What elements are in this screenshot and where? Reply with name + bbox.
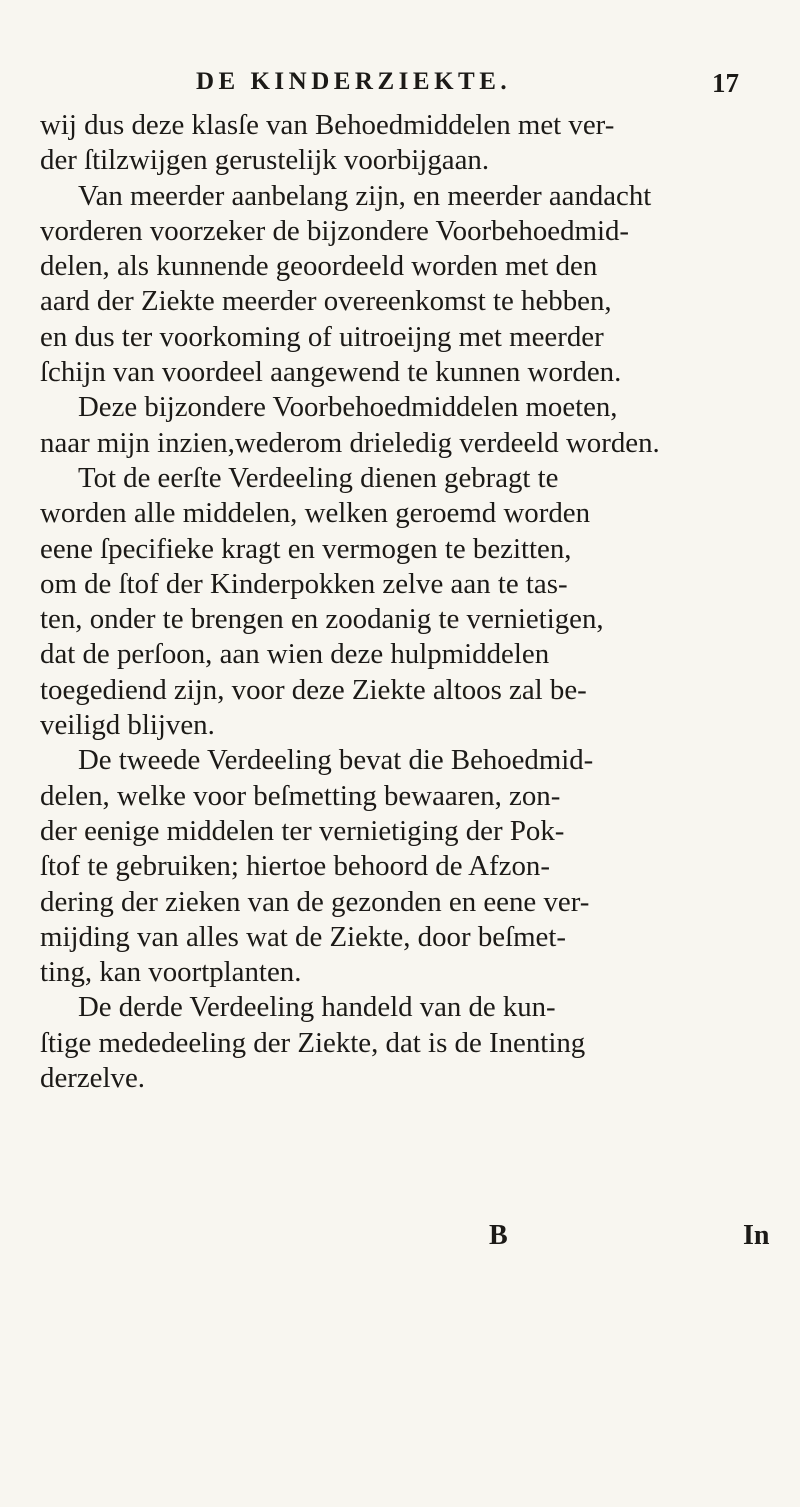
text-line: ſchijn van voordeel aangewend te kunnen worden. [40, 356, 622, 389]
paragraph-start-line: Tot de eerſte Verdeeling dienen gebragt te [78, 461, 559, 494]
text-line: naar mijn inzien,wederom drieledig verdeeld worden. [40, 426, 660, 459]
paragraph-start-line: Van meerder aanbelang zijn, en meerder aandacht [78, 179, 652, 212]
text-line: ſtof te gebruiken; hiertoe behoord de Afzon- [40, 850, 550, 883]
text-line: derzelve. [40, 1062, 145, 1095]
signature-mark: B [489, 1220, 508, 1251]
catchword: In [743, 1220, 770, 1251]
text-line: worden alle middelen, welken geroemd worden [40, 497, 591, 530]
paragraph-start-line: De derde Verdeeling handeld van de kun- [78, 991, 556, 1024]
body-text [40, 108, 800, 1096]
text-line: mijding van alles wat de Ziekte, door beſmet- [40, 920, 567, 953]
catchline [0, 1220, 800, 1260]
text-line: om de ſtof der Kinderpokken zelve aan te tas- [40, 567, 568, 600]
text-line: delen, welke voor beſmetting bewaaren, zon- [40, 779, 561, 812]
text-line: ſtige mededeeling der Ziekte, dat is de Inenting [40, 1026, 586, 1059]
text-line: toegediend zijn, voor deze Ziekte altoos zal be- [40, 673, 587, 706]
running-head [0, 68, 800, 108]
text-line: delen, als kunnende geoordeeld worden met den [40, 250, 598, 283]
running-head-title: DE KINDERZIEKTE. [196, 68, 512, 95]
text-line: en dus ter voorkoming of uitroeijng met meerder [40, 320, 604, 353]
text-line: der eenige middelen ter vernietiging der Pok- [40, 814, 565, 847]
text-line: dering der zieken van de gezonden en eene ver- [40, 885, 590, 918]
text-line: eene ſpecifieke kragt en vermogen te bezitten, [40, 532, 572, 565]
page-number: 17 [712, 68, 739, 98]
text-line: der ſtilzwijgen gerustelijk voorbijgaan. [40, 144, 490, 177]
text-line: dat de perſoon, aan wien deze hulpmiddelen [40, 638, 550, 671]
text-line: veiligd blijven. [40, 709, 215, 742]
text-line: wij dus deze klasſe van Behoedmiddelen met ver- [40, 109, 615, 141]
paragraph-start-line: Deze bijzondere Voorbehoedmiddelen moeten, [78, 391, 618, 424]
text-line: ting, kan voortplanten. [40, 956, 302, 989]
text-line: vorderen voorzeker de bijzondere Voorbehoedmid- [40, 214, 630, 247]
paragraph-start-line: De tweede Verdeeling bevat die Behoedmid- [78, 744, 594, 777]
text-line: aard der Ziekte meerder overeenkomst te hebben, [40, 285, 612, 318]
text-line: ten, onder te brengen en zoodanig te vernietigen, [40, 603, 604, 636]
